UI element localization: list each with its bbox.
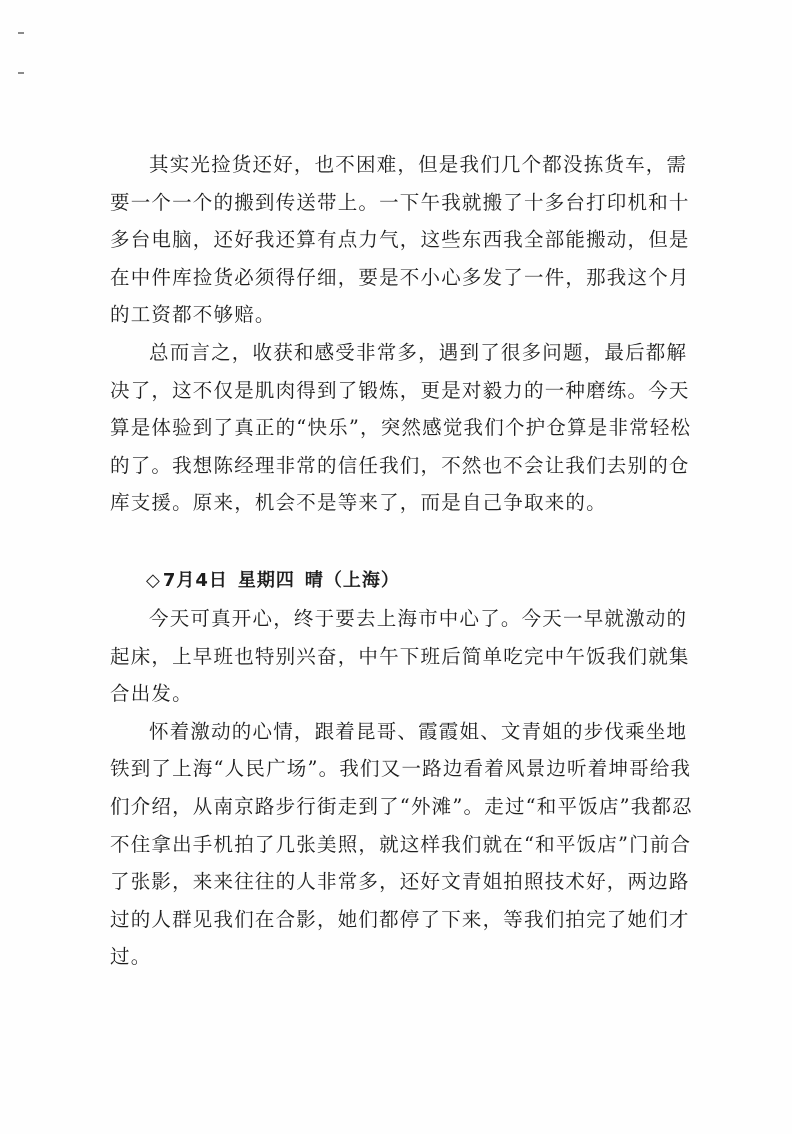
text-line: 们介绍，从南京路步行街走到了“外滩”。走过“和平饭店”我都忍 bbox=[110, 794, 693, 818]
text-line: 铁到了上海“人民广场”。我们又一路边看着风景边听着坤哥给我 bbox=[110, 757, 692, 781]
text-line: 合出发。 bbox=[110, 682, 193, 706]
text-line: 的了。我想陈经理非常的信任我们，不然也不会让我们去别的仓 bbox=[110, 453, 690, 477]
text-line: 不住拿出手机拍了几张美照，就这样我们就在“和平饭店”门前合 bbox=[110, 832, 692, 856]
text-line: 总而言之，收获和感受非常多，遇到了很多问题，最后都解 bbox=[149, 340, 688, 364]
paragraph-4 bbox=[110, 713, 700, 976]
text-line: 多台电脑，还好我还算有点力气，这些东西我全部能搬动，但是 bbox=[110, 228, 690, 252]
scan-mark bbox=[18, 32, 24, 34]
text-line: 了张影，来来往往的人非常多，还好文青姐拍照技术好，两边路 bbox=[110, 870, 690, 894]
text-line: 的工资都不够赔。 bbox=[110, 303, 276, 327]
text-line: 怀着激动的心情，跟着昆哥、霞霞姐、文青姐的步伐乘坐地 bbox=[149, 719, 688, 743]
entry-heading bbox=[146, 566, 400, 592]
text-line: 在中件库捡货必须得仔细，要是不小心多发了一件，那我这个月 bbox=[110, 265, 690, 289]
text-line: 库支援。原来，机会不是等来了，而是自己争取来的。 bbox=[110, 491, 607, 515]
scan-mark bbox=[18, 72, 24, 74]
text-line: 今天可真开心，终于要去上海市中心了。今天一早就激动的 bbox=[149, 607, 688, 630]
diamond-icon: ◇ bbox=[146, 570, 161, 591]
paragraph-1 bbox=[110, 146, 700, 334]
text-line: 过的人群见我们在合影，她们都停了下来，等我们拍完了她们才 bbox=[110, 907, 690, 931]
text-line: 起床，上早班也特别兴奋，中午下班后简单吃完中午饭我们就集 bbox=[110, 644, 690, 668]
paragraph-3 bbox=[110, 600, 700, 713]
text-line: 过。 bbox=[110, 945, 152, 969]
text-line: 算是体验到了真正的“快乐”，突然感觉我们个护仓算是非常轻松 bbox=[110, 416, 692, 440]
text-block-top bbox=[110, 146, 700, 522]
text-line: 要一个一个的搬到传送带上。一下午我就搬了十多台打印机和十 bbox=[110, 190, 690, 214]
text-line: 其实光捡货还好，也不困难，但是我们几个都没拣货车，需 bbox=[149, 153, 688, 176]
entry-date: 7月4日 bbox=[162, 570, 228, 591]
text-line: 决了，这不仅是肌肉得到了锻炼，更是对毅力的一种磨练。今天 bbox=[110, 378, 690, 402]
entry-weekday: 星期四 bbox=[237, 570, 295, 591]
text-block-entry bbox=[110, 600, 700, 976]
paragraph-2 bbox=[110, 334, 700, 522]
entry-weather: 晴（上海） bbox=[304, 570, 400, 591]
